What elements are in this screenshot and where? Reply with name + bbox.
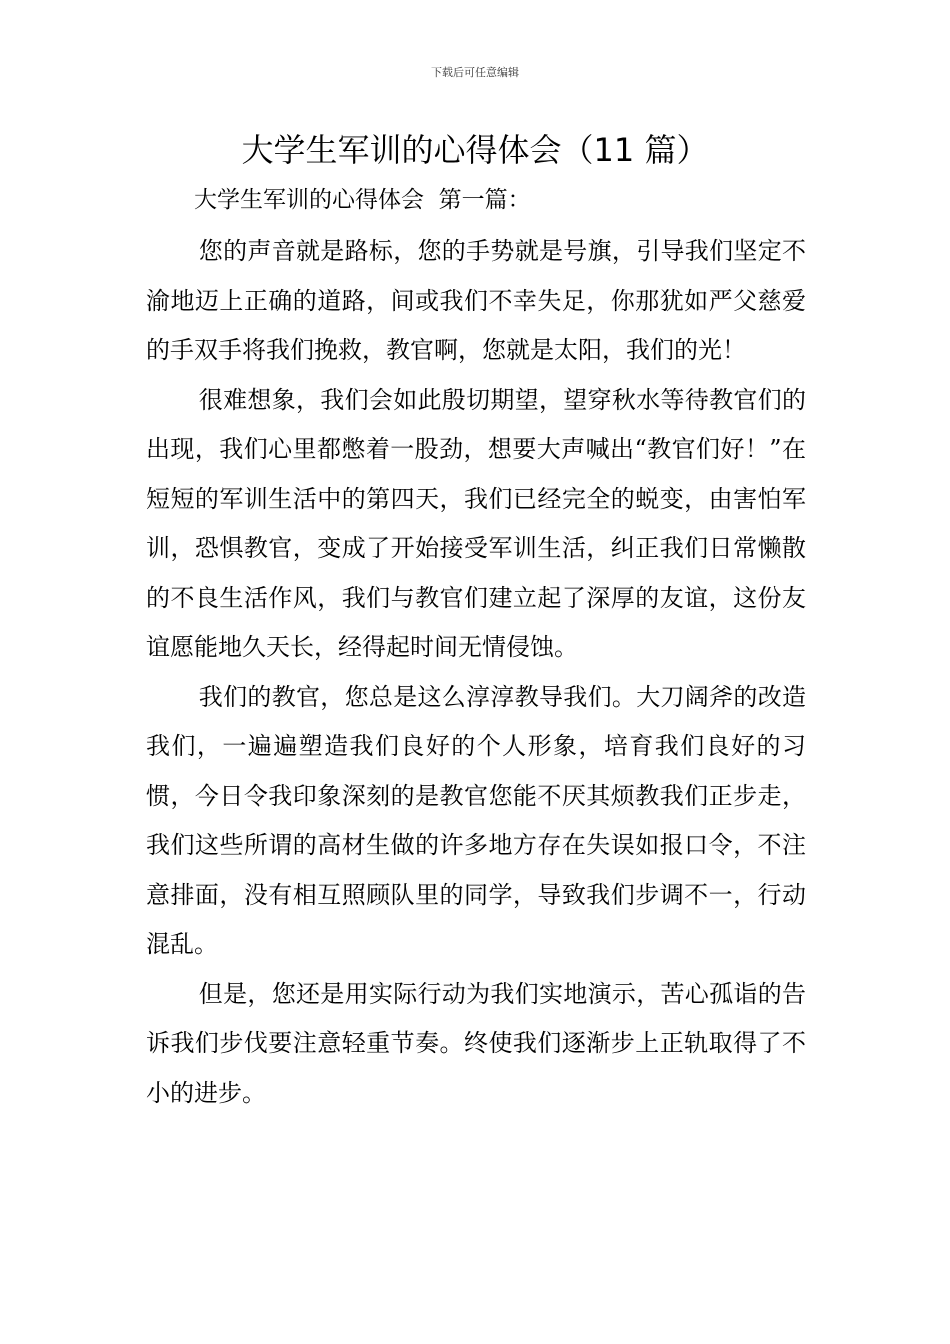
section-heading: 大学生军训的心得体会 第一篇： [194,187,531,213]
document-body [146,227,806,1118]
document-title: 大学生军训的心得体会（11 篇） [241,131,709,169]
paragraph: 但是，您还是用实际行动为我们实地演示，苦心孤诣的告诉我们步伐要注意轻重节奏。终使我们逐渐步上正轨取得了不小的进步。 [146,979,806,1107]
paragraph: 我们的教官，您总是这么淳淳教导我们。大刀阔斧的改造我们，一遍遍塑造我们良好的个人形象，培育我们良好的习惯，今日令我印象深刻的是教官您能不厌其烦教我们正步走，我们这些所谓的高材生做的许多地方存在失误如报口令，不注意排面，没有相互照顾队里的同学，导致我们步调不一，行动混乱。 [146,682,806,958]
header-note: 下载后可任意编辑 [431,66,519,79]
paragraph: 您的声音就是路标，您的手势就是号旗，引导我们坚定不渝地迈上正确的道路，间或我们不幸失足，你那犹如严父慈爱的手双手将我们挽救，教官啊，您就是太阳，我们的光！ [146,237,806,364]
paragraph: 很难想象，我们会如此殷切期望，望穿秋水等待教官们的出现，我们心里都憋着一股劲，想要大声喊出“教官们好！”在短短的军训生活中的第四天，我们已经完全的蜕变，由害怕军训，恐惧教官，变成了开始接受军训生活，纠正我们日常懒散的不良生活作风，我们与教官们建立起了深厚的友谊，这份友谊愿能地久天长，经得起时间无情侵蚀。 [146,385,806,661]
